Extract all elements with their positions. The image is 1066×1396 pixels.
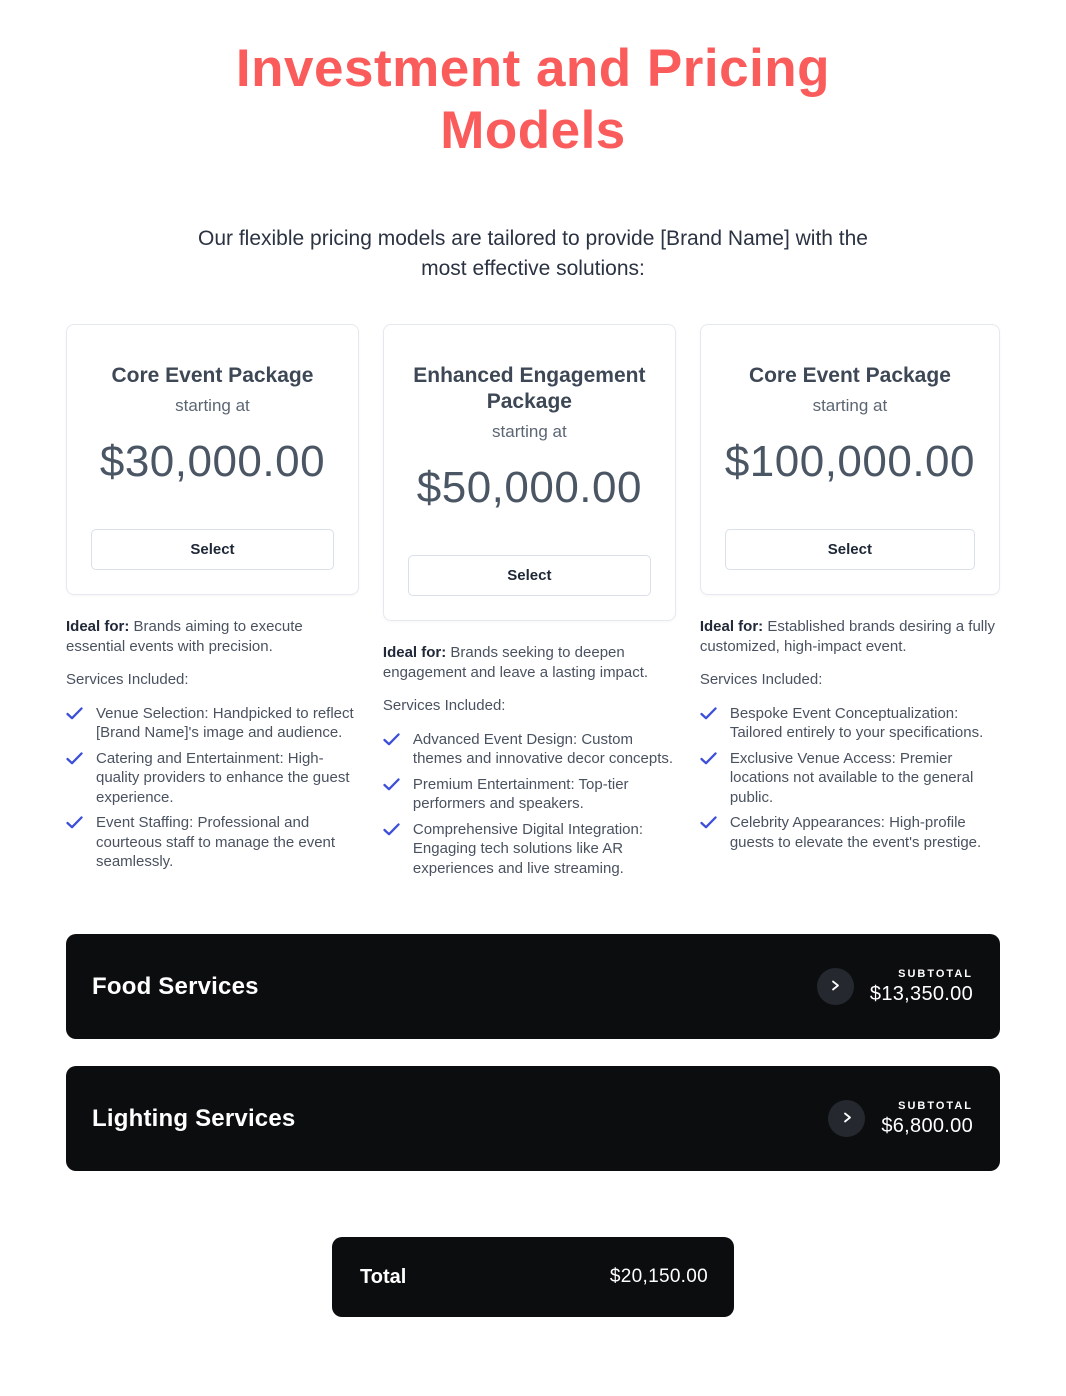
service-item: [700, 749, 1000, 808]
service-text: Premium Entertainment: Top-tier performers and speakers.: [412, 775, 629, 812]
package-column-enhanced: [383, 324, 676, 884]
total-amount: $20,150.00: [609, 1266, 708, 1287]
check-icon: [700, 707, 717, 720]
check-icon: [383, 823, 400, 836]
services-included-label: Services Included:: [382, 697, 506, 714]
service-item: [66, 749, 359, 808]
package-description: [66, 617, 359, 872]
package-name: Enhanced Engagement Package: [413, 364, 646, 413]
service-text: Venue Selection: Handpicked to reflect [Brand Name]'s image and audience.: [96, 704, 354, 741]
line-item-right: [817, 968, 973, 1006]
package-card: [700, 324, 1000, 595]
select-button[interactable]: Select: [725, 529, 975, 570]
subtotal-amount: $6,800.00: [881, 1114, 973, 1137]
package-price: $50,000.00: [416, 463, 642, 512]
subtotal-block: [881, 1100, 973, 1138]
check-icon: [383, 778, 400, 791]
check-icon: [383, 733, 400, 746]
services-list: [66, 704, 359, 872]
ideal-for-label: Ideal for:: [382, 644, 447, 661]
check-icon: [66, 707, 83, 720]
ideal-for-label: Ideal for:: [66, 618, 130, 635]
total-label: Total: [360, 1265, 407, 1288]
package-price: $100,000.00: [724, 437, 975, 486]
service-text: Exclusive Venue Access: Premier locations not available to the general public.: [729, 749, 974, 806]
total-row: [332, 1237, 734, 1317]
chevron-right-icon: [840, 1110, 854, 1128]
services-included-label: Services Included:: [66, 671, 189, 688]
line-item-name: Lighting Services: [92, 1104, 296, 1132]
line-items-section: [66, 934, 1000, 1171]
ideal-for-line: [383, 643, 676, 682]
subtotal-block: [870, 968, 973, 1006]
service-text: Advanced Event Design: Custom themes and innovative decor concepts.: [412, 730, 674, 767]
package-name: Core Event Package: [111, 364, 314, 387]
select-button[interactable]: Select: [408, 555, 651, 596]
ideal-for-label: Ideal for:: [699, 618, 764, 635]
package-card: [383, 324, 676, 621]
packages-grid: [66, 324, 1000, 884]
package-description: [383, 643, 676, 878]
services-list: [700, 704, 1000, 853]
package-column-core-2: [700, 324, 1000, 858]
package-column-core-1: [66, 324, 359, 878]
select-button[interactable]: Select: [91, 529, 334, 570]
line-item-right: [828, 1100, 973, 1138]
page-title: Investment and Pricing Models: [235, 39, 831, 160]
service-item: [700, 704, 1000, 743]
subtotal-amount: $13,350.00: [869, 982, 973, 1005]
ideal-for-line: [700, 617, 1000, 656]
package-price: $30,000.00: [99, 437, 326, 486]
service-item: [383, 820, 676, 879]
chevron-right-icon: [828, 978, 842, 996]
check-icon: [700, 816, 717, 829]
package-card: [66, 324, 359, 595]
service-text: Event Staffing: Professional and courteous staff to manage the event seamlessly.: [96, 814, 336, 870]
check-icon: [66, 752, 83, 765]
page-subtitle: Our flexible pricing models are tailored to provide [Brand Name] with the most effective solutions:: [198, 227, 868, 280]
line-item-food-services[interactable]: [66, 934, 1000, 1039]
services-list: [383, 730, 676, 879]
pricing-page: [0, 38, 1066, 1396]
service-item: [383, 775, 676, 814]
service-item: [383, 730, 676, 769]
starting-at-label: starting at: [492, 422, 567, 441]
service-item: [66, 704, 359, 743]
expand-button[interactable]: [817, 968, 854, 1005]
services-included-label: Services Included:: [699, 671, 823, 688]
subtotal-label: SUBTOTAL: [898, 1099, 973, 1112]
subtotal-label: SUBTOTAL: [898, 967, 973, 980]
package-description: [700, 617, 1000, 852]
ideal-for-text: Brands seeking to deepen engagement and leave a lasting impact.: [382, 644, 649, 681]
check-icon: [700, 752, 717, 765]
check-icon: [66, 816, 83, 829]
ideal-for-line: [66, 617, 359, 656]
line-item-name: Food Services: [92, 972, 259, 1000]
ideal-for-text: Established brands desiring a fully customized, high-impact event.: [699, 618, 995, 655]
service-text: Comprehensive Digital Integration: Engaging tech solutions like AR experiences and live streaming.: [412, 820, 644, 877]
starting-at-label: starting at: [175, 396, 250, 415]
service-item: [66, 813, 359, 872]
starting-at-label: starting at: [812, 396, 888, 415]
service-text: Celebrity Appearances: High-profile guests to elevate the event's prestige.: [729, 814, 982, 851]
service-text: Bespoke Event Conceptualization: Tailored entirely to your specifications.: [729, 704, 984, 741]
line-item-lighting-services[interactable]: [66, 1066, 1000, 1171]
ideal-for-text: Brands aiming to execute essential events with precision.: [66, 618, 303, 655]
service-text: Catering and Entertainment: High-quality providers to enhance the guest experience.: [96, 749, 350, 806]
package-name: Core Event Package: [748, 364, 951, 387]
expand-button[interactable]: [828, 1100, 865, 1137]
service-item: [700, 813, 1000, 852]
